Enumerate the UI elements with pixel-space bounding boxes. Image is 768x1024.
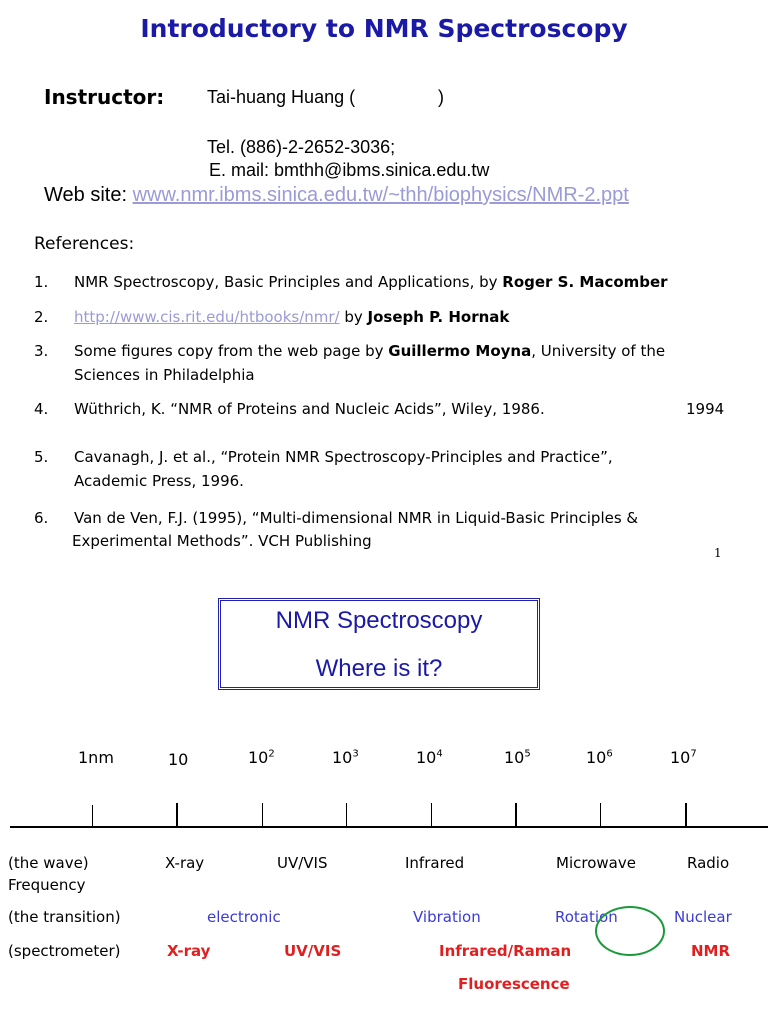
scale-tick bbox=[346, 803, 347, 827]
row-label-wave: (the wave) bbox=[8, 854, 89, 872]
spectrometer-nmr: NMR bbox=[691, 942, 731, 960]
transition-electronic: electronic bbox=[207, 908, 281, 926]
row-label-spectrometer: (spectrometer) bbox=[8, 942, 121, 960]
ref-1-pre: NMR Spectroscopy, Basic Principles and Applications, by bbox=[74, 273, 503, 291]
scale-tick bbox=[515, 803, 517, 827]
spectrometer-infrared-raman: Infrared/Raman bbox=[439, 942, 572, 960]
highlight-circle bbox=[595, 906, 665, 956]
page-title: Introductory to NMR Spectroscopy bbox=[140, 14, 628, 43]
spectrometer-fluorescence: Fluorescence bbox=[458, 975, 570, 993]
instructor-label: Instructor: bbox=[44, 85, 165, 109]
box-line-1: NMR Spectroscopy bbox=[275, 607, 483, 634]
ref-5-number: 5. bbox=[34, 448, 49, 466]
ref-4-extra: 1994 bbox=[686, 400, 725, 418]
wave-uvvis: UV/VIS bbox=[277, 854, 328, 872]
scale-label-10: 10 bbox=[168, 750, 189, 769]
scale-label-1nm: 1nm bbox=[78, 748, 114, 767]
ref-6-number: 6. bbox=[34, 509, 49, 527]
row-label-transition: (the transition) bbox=[8, 908, 121, 926]
ref-2-author: Joseph P. Hornak bbox=[367, 308, 510, 326]
ref-2-link[interactable]: http://www.cis.rit.edu/htbooks/nmr/ bbox=[74, 308, 340, 326]
scale-tick bbox=[600, 803, 601, 827]
scale-label-10-5: $10^5$ bbox=[504, 748, 531, 767]
ref-5-text: Cavanagh, J. et al., “Protein NMR Spectroscopy-Principles and Practice”, bbox=[74, 448, 613, 466]
scale-label-10-7: $10^7$ bbox=[670, 748, 697, 767]
box-line-2: Where is it? bbox=[315, 655, 443, 682]
ref-3-line2: Sciences in Philadelphia bbox=[74, 366, 255, 384]
scale-tick bbox=[431, 803, 432, 827]
row-label-frequency: Frequency bbox=[8, 876, 86, 894]
ref-4-number: 4. bbox=[34, 400, 49, 418]
instructor-tel: Tel. (886)-2-2652-3036; bbox=[207, 137, 396, 157]
scale-tick bbox=[262, 803, 263, 827]
ref-6-text: Van de Ven, F.J. (1995), “Multi-dimensional NMR in Liquid-Basic Principles & bbox=[74, 509, 639, 527]
ref-3-pre: Some figures copy from the web page by bbox=[74, 342, 389, 360]
references-heading: References: bbox=[34, 234, 135, 254]
transition-nuclear: Nuclear bbox=[674, 908, 732, 926]
website-line bbox=[44, 184, 629, 207]
wave-radio: Radio bbox=[687, 854, 730, 872]
wave-infrared: Infrared bbox=[405, 854, 465, 872]
instructor-name-close: ) bbox=[438, 87, 444, 107]
ref-6-line2: Experimental Methods”. VCH Publishing bbox=[72, 532, 372, 550]
wave-microwave: Microwave bbox=[556, 854, 636, 872]
scale-label-10-4: $10^4$ bbox=[416, 748, 443, 767]
scale-label-10-2: $10^2$ bbox=[248, 748, 275, 767]
ref-3-author: Guillermo Moyna bbox=[388, 342, 532, 360]
transition-rotation: Rotation bbox=[555, 908, 618, 926]
ref-5-line2: Academic Press, 1996. bbox=[74, 472, 244, 490]
scale-axis bbox=[10, 826, 768, 828]
ref-4-text: Wüthrich, K. “NMR of Proteins and Nucleic Acids”, Wiley, 1986. bbox=[74, 400, 545, 418]
spectrometer-uvvis: UV/VIS bbox=[284, 942, 342, 960]
ref-1-number: 1. bbox=[34, 273, 49, 291]
scale-label-10-6: $10^6$ bbox=[586, 748, 613, 767]
spectrometer-xray: X-ray bbox=[167, 942, 211, 960]
ref-3-text bbox=[74, 342, 665, 360]
page-number: 1 bbox=[714, 546, 722, 560]
scale-tick bbox=[176, 803, 178, 827]
transition-vibration: Vibration bbox=[413, 908, 481, 926]
instructor-email: E. mail: bmthh@ibms.sinica.edu.tw bbox=[209, 160, 490, 180]
nmr-where-box bbox=[218, 598, 540, 690]
scale-label-10-3: $10^3$ bbox=[332, 748, 359, 767]
scale-tick bbox=[92, 805, 93, 827]
ref-1-author: Roger S. Macomber bbox=[502, 273, 668, 291]
ref-3-number: 3. bbox=[34, 342, 49, 360]
scale-tick bbox=[685, 803, 687, 827]
instructor-name: Tai-huang Huang ( bbox=[207, 87, 356, 107]
ref-3-post: , University of the bbox=[531, 342, 666, 360]
ref-2-number: 2. bbox=[34, 308, 49, 326]
wave-xray: X-ray bbox=[165, 854, 205, 872]
ref-1-text bbox=[74, 273, 668, 291]
website-link[interactable]: www.nmr.ibms.sinica.edu.tw/~thh/biophysics/NMR-2.ppt bbox=[132, 184, 629, 206]
ref-2-text bbox=[74, 308, 509, 326]
website-label: Web site: bbox=[44, 184, 133, 206]
ref-2-pre: by bbox=[339, 308, 368, 326]
